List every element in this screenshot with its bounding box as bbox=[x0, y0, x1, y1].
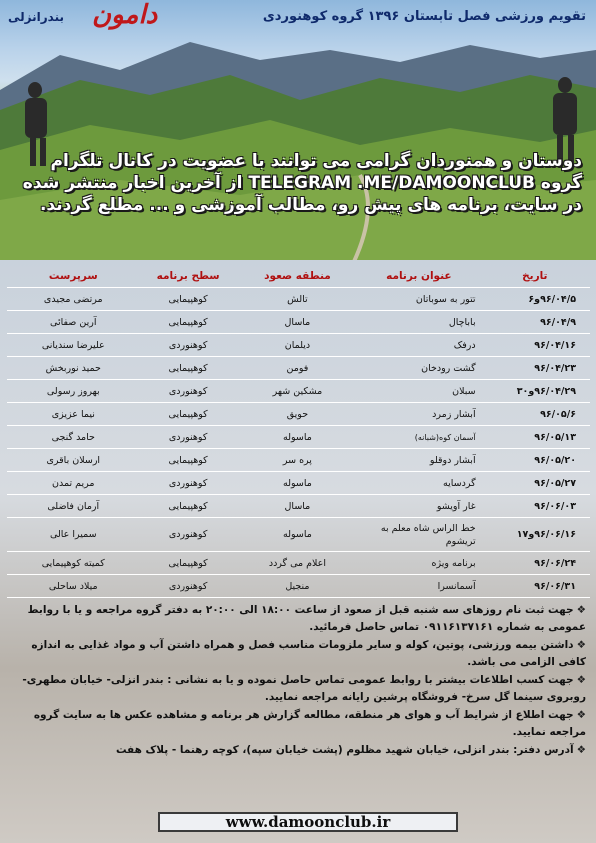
cell-leader: علیرضا سندیانی bbox=[7, 334, 140, 357]
note-registration: ❖جهت ثبت نام روزهای سه شنبه قبل از صعود از ساعت ۱۸:۰۰ الی ۲۰:۰۰ به دفتر گروه مراجعه و یا با روابط عمومی به شماره ۰۹۱۱۶۱۳۷۱۶۱ تماس حاصل فرمائید. bbox=[27, 604, 586, 633]
club-brand: دامون bbox=[92, 0, 158, 30]
header-level: سطح برنامه bbox=[140, 265, 237, 288]
cell-leader: کمیته کوهپیمایی bbox=[7, 552, 140, 575]
cell-leader: ارسلان باقری bbox=[7, 449, 140, 472]
cell-region: ماسوله bbox=[237, 518, 358, 552]
cell-title: خط الراس شاه معلم به تریشوم bbox=[358, 518, 479, 552]
note-contact: ❖جهت کسب اطلاعات بیشتر با روابط عمومی تماس حاصل نموده و یا به نشانی : بندر انزلی- خیابان مطهری- روبروی سینما گل سرخ- فروشگاه پرشین رایانه مراجعه نمایید. bbox=[22, 674, 586, 703]
cell-date: ۹۶/۰۴/۹ bbox=[480, 311, 590, 334]
table-row bbox=[7, 518, 590, 552]
cell-leader: آرین صفائی bbox=[7, 311, 140, 334]
cell-leader: بهروز رسولی bbox=[7, 380, 140, 403]
table-row bbox=[7, 472, 590, 495]
cell-level: کوهپیمایی bbox=[140, 495, 237, 518]
telegram-intro: دوستان و همنوردان گرامی می توانند با عضویت در کانال تلگرام گروه TELEGRAM .ME/DAMOONCLUB از آخرین اخبار منتشر شده در سایت، برنامه های پیش رو، مطالب آموزشی و ... مطلع گردند. bbox=[22, 151, 582, 215]
cell-leader: مریم تمدن bbox=[7, 472, 140, 495]
table-row bbox=[7, 403, 590, 426]
cell-region: مشکین شهر bbox=[237, 380, 358, 403]
cell-level: کوهنوردی bbox=[140, 472, 237, 495]
header bbox=[0, 0, 596, 36]
cell-level: کوهنوردی bbox=[140, 380, 237, 403]
cell-title: برنامه ویژه bbox=[358, 552, 479, 575]
cell-title: آسمان کوه(شبانه) bbox=[358, 426, 479, 449]
cell-date: ۹۶/۰۶/۲۴ bbox=[480, 552, 590, 575]
cell-level: کوهپیمایی bbox=[140, 403, 237, 426]
cell-date: ۹۶/۰۵/۶ bbox=[480, 403, 590, 426]
cell-title: غار آویشو bbox=[358, 495, 479, 518]
cell-date: ۹۶/۰۴/۵و۶ bbox=[480, 288, 590, 311]
cell-region: ماسوله bbox=[237, 426, 358, 449]
cell-title: آبشار دوقلو bbox=[358, 449, 479, 472]
cell-leader: آرمان فاضلی bbox=[7, 495, 140, 518]
cell-date: ۹۶/۰۴/۲۹و۳۰ bbox=[480, 380, 590, 403]
header-title: عنوان برنامه bbox=[358, 265, 479, 288]
header-date: تاریخ bbox=[480, 265, 590, 288]
header-leader: سرپرست bbox=[7, 265, 140, 288]
cell-leader: حامد گنجی bbox=[7, 426, 140, 449]
cell-title: تتور به سوباتان bbox=[358, 288, 479, 311]
diamond-bullet-icon: ❖ bbox=[576, 639, 586, 651]
cell-level: کوهنوردی bbox=[140, 575, 237, 598]
cell-region: اعلام می گردد bbox=[237, 552, 358, 575]
cell-region: دیلمان bbox=[237, 334, 358, 357]
table-row bbox=[7, 575, 590, 598]
cell-title: باباچال bbox=[358, 311, 479, 334]
cell-date: ۹۶/۰۵/۲۷ bbox=[480, 472, 590, 495]
cell-title: سبلان bbox=[358, 380, 479, 403]
diamond-bullet-icon: ❖ bbox=[576, 709, 586, 721]
cell-region: پره سر bbox=[237, 449, 358, 472]
cell-level: کوهپیمایی bbox=[140, 449, 237, 472]
cell-title: گردسایه bbox=[358, 472, 479, 495]
cell-region: ماسال bbox=[237, 311, 358, 334]
diamond-bullet-icon: ❖ bbox=[576, 744, 586, 756]
cell-level: کوهنوردی bbox=[140, 426, 237, 449]
cell-region: حویق bbox=[237, 403, 358, 426]
cell-date: ۹۶/۰۶/۱۶و۱۷ bbox=[480, 518, 590, 552]
cell-date: ۹۶/۰۴/۱۶ bbox=[480, 334, 590, 357]
cell-region: تالش bbox=[237, 288, 358, 311]
cell-region: منجیل bbox=[237, 575, 358, 598]
cell-region: ماسوله bbox=[237, 472, 358, 495]
cell-level: کوهپیمایی bbox=[140, 288, 237, 311]
diamond-bullet-icon: ❖ bbox=[576, 674, 586, 686]
header-region: منطقه صعود bbox=[237, 265, 358, 288]
city-name: بندرانزلی bbox=[8, 10, 64, 24]
note-address: ❖آدرس دفتر: بندر انزلی، خیابان شهید مظلوم (پشت خیابان سپه)، کوچه رهنما - پلاک هفت bbox=[115, 744, 586, 756]
cell-date: ۹۶/۰۴/۲۳ bbox=[480, 357, 590, 380]
cell-region: ماسال bbox=[237, 495, 358, 518]
cell-leader: حمید نوربخش bbox=[7, 357, 140, 380]
table-row bbox=[7, 311, 590, 334]
cell-title: آسمانسرا bbox=[358, 575, 479, 598]
schedule-table bbox=[7, 265, 590, 598]
table-row bbox=[7, 552, 590, 575]
cell-leader: نیما عزیزی bbox=[7, 403, 140, 426]
cell-region: فومن bbox=[237, 357, 358, 380]
cell-level: کوهپیمایی bbox=[140, 552, 237, 575]
table-row bbox=[7, 380, 590, 403]
cell-leader: میلاد ساحلی bbox=[7, 575, 140, 598]
cell-title: درفک bbox=[358, 334, 479, 357]
cell-date: ۹۶/۰۵/۱۳ bbox=[480, 426, 590, 449]
cell-title: آبشار زمرد bbox=[358, 403, 479, 426]
website-link[interactable]: www.damoonclub.ir bbox=[158, 812, 458, 832]
table-row bbox=[7, 449, 590, 472]
table-row bbox=[7, 495, 590, 518]
cell-level: کوهنوردی bbox=[140, 334, 237, 357]
cell-level: کوهنوردی bbox=[140, 518, 237, 552]
cell-date: ۹۶/۰۶/۳۱ bbox=[480, 575, 590, 598]
table-row bbox=[7, 426, 590, 449]
cell-title: گشت رودخان bbox=[358, 357, 479, 380]
cell-level: کوهپیمایی bbox=[140, 357, 237, 380]
cell-date: ۹۶/۰۵/۲۰ bbox=[480, 449, 590, 472]
note-weather: ❖جهت اطلاع از شرایط آب و هوای هر منطقه، مطالعه گزارش هر برنامه و مشاهده عکس ها به سایت گروه مراجعه نمایید. bbox=[33, 709, 586, 738]
cell-leader: سمیرا عالی bbox=[7, 518, 140, 552]
table-header-row bbox=[7, 265, 590, 288]
cell-leader: مرتضی مجیدی bbox=[7, 288, 140, 311]
notes bbox=[16, 602, 586, 761]
page-title: تقویم ورزشی فصل تابستان ۱۳۹۶ گروه کوهنوردی bbox=[262, 9, 586, 24]
note-equipment: ❖داشتن بیمه ورزشی، پوتین، کوله و سایر ملزومات مناسب فصل و همراه داشتن آب و مواد غذایی به اندازه کافی الزامی می باشد. bbox=[31, 639, 586, 668]
table-row bbox=[7, 288, 590, 311]
table-row bbox=[7, 334, 590, 357]
diamond-bullet-icon: ❖ bbox=[576, 604, 586, 616]
table-row bbox=[7, 357, 590, 380]
cell-level: کوهپیمایی bbox=[140, 311, 237, 334]
cell-date: ۹۶/۰۶/۰۳ bbox=[480, 495, 590, 518]
